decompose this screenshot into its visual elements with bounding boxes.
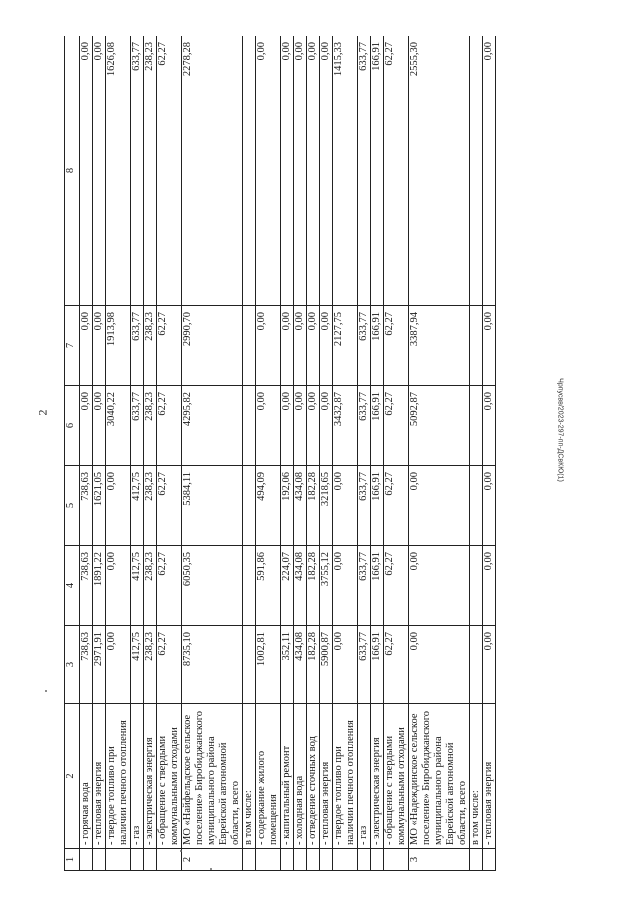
table-row	[384, 36, 409, 871]
value-cell: 0,00	[281, 36, 294, 306]
row-label-cell: в том числе:	[470, 704, 483, 849]
value-cell: 62,27	[157, 466, 182, 546]
tariff-table	[64, 36, 496, 871]
value-cell: 633,77	[358, 626, 371, 704]
value-cell: 2971,91	[93, 626, 106, 704]
value-cell: 2555,30	[409, 36, 470, 306]
value-cell: 3218,65	[320, 466, 333, 546]
value-cell: 0,00	[106, 626, 131, 704]
value-cell: 182,28	[307, 546, 320, 626]
value-cell: 1891,22	[93, 546, 106, 626]
value-cell: 0,00	[483, 306, 496, 386]
value-cell: 0,00	[483, 36, 496, 306]
value-cell: 8735,10	[182, 626, 243, 704]
row-number-cell	[144, 849, 157, 871]
row-label-cell: - тепловая энергия	[483, 704, 496, 849]
row-label-cell: - обращение с твердыми коммунальными отходами	[384, 704, 409, 849]
row-number-cell	[320, 849, 333, 871]
row-label-cell: - холодная вода	[294, 704, 307, 849]
value-cell	[243, 386, 256, 466]
value-cell: 2127,75	[333, 306, 358, 386]
row-number-cell	[157, 849, 182, 871]
header-cell: 8	[65, 36, 80, 306]
value-cell: 1415,33	[333, 36, 358, 306]
table-row	[131, 36, 144, 871]
table-row	[243, 36, 256, 871]
value-cell: 633,77	[358, 546, 371, 626]
table-row	[80, 36, 93, 871]
row-label-cell: - электрическая энергия	[144, 704, 157, 849]
value-cell: 0,00	[333, 466, 358, 546]
value-cell: 0,00	[320, 386, 333, 466]
value-cell: 0,00	[93, 36, 106, 306]
value-cell: 0,00	[281, 306, 294, 386]
row-label-cell: - тепловая энергия	[320, 704, 333, 849]
table-row	[470, 36, 483, 871]
value-cell: 62,27	[384, 386, 409, 466]
row-number-cell	[281, 849, 294, 871]
value-cell: 62,27	[384, 546, 409, 626]
table-row	[294, 36, 307, 871]
value-cell	[243, 36, 256, 306]
value-cell: 633,77	[131, 386, 144, 466]
value-cell: 238,23	[144, 546, 157, 626]
row-label-cell: - горячая вода	[80, 704, 93, 849]
value-cell: 4295,82	[182, 386, 243, 466]
table-row	[320, 36, 333, 871]
value-cell: 0,00	[333, 546, 358, 626]
table-row	[409, 36, 470, 871]
value-cell: 412,75	[131, 626, 144, 704]
row-label-cell: МО «Надеждинское сельское поселение» Биробиджанского муниципального района Еврейской автономной области, всего	[409, 704, 470, 849]
value-cell: 0,00	[106, 466, 131, 546]
row-number-cell	[294, 849, 307, 871]
table-row	[371, 36, 384, 871]
value-cell: 2278,28	[182, 36, 243, 306]
value-cell: 434,08	[294, 546, 307, 626]
header-cell: 7	[65, 306, 80, 386]
value-cell: 166,91	[371, 306, 384, 386]
value-cell: 412,75	[131, 466, 144, 546]
value-cell: 238,23	[144, 626, 157, 704]
table-row	[182, 36, 243, 871]
value-cell: 0,00	[307, 306, 320, 386]
value-cell: 633,77	[358, 386, 371, 466]
scan-speck	[180, 850, 182, 852]
value-cell: 494,09	[256, 466, 281, 546]
value-cell	[470, 626, 483, 704]
value-cell: 633,77	[131, 36, 144, 306]
value-cell: 1621,05	[93, 466, 106, 546]
value-cell: 238,23	[144, 466, 157, 546]
table-row	[358, 36, 371, 871]
row-number-cell	[106, 849, 131, 871]
value-cell: 238,23	[144, 386, 157, 466]
value-cell: 0,00	[256, 386, 281, 466]
document-table-region	[64, 36, 610, 871]
value-cell: 5900,87	[320, 626, 333, 704]
value-cell: 166,91	[371, 626, 384, 704]
row-label-cell: в том числе:	[243, 704, 256, 849]
value-cell: 412,75	[131, 546, 144, 626]
row-number-cell	[80, 849, 93, 871]
value-cell	[470, 466, 483, 546]
value-cell: 224,07	[281, 546, 294, 626]
value-cell	[470, 546, 483, 626]
row-number-cell	[131, 849, 144, 871]
value-cell: 0,00	[106, 546, 131, 626]
value-cell: 0,00	[294, 386, 307, 466]
value-cell: 633,77	[358, 466, 371, 546]
value-cell: 434,08	[294, 626, 307, 704]
value-cell: 0,00	[93, 386, 106, 466]
value-cell: 62,27	[384, 466, 409, 546]
value-cell: 62,27	[157, 36, 182, 306]
row-label-cell: - газ	[131, 704, 144, 849]
row-number-cell	[470, 849, 483, 871]
row-label-cell: - газ	[358, 704, 371, 849]
value-cell: 0,00	[307, 36, 320, 306]
value-cell: 633,77	[358, 36, 371, 306]
value-cell	[470, 36, 483, 306]
value-cell: 3432,87	[333, 386, 358, 466]
table-row	[256, 36, 281, 871]
table-row	[93, 36, 106, 871]
value-cell	[243, 546, 256, 626]
value-cell: 3755,12	[320, 546, 333, 626]
row-label-cell: - электрическая энергия	[371, 704, 384, 849]
value-cell: 0,00	[307, 386, 320, 466]
table-row	[307, 36, 320, 871]
table-row	[157, 36, 182, 871]
value-cell: 166,91	[371, 546, 384, 626]
value-cell: 0,00	[80, 306, 93, 386]
row-number-cell	[358, 849, 371, 871]
scan-speck	[210, 868, 212, 870]
value-cell: 166,91	[371, 466, 384, 546]
value-cell: 1626,08	[106, 36, 131, 306]
value-cell: 0,00	[80, 36, 93, 306]
row-number-cell	[243, 849, 256, 871]
value-cell: 3387,94	[409, 306, 470, 386]
header-cell: 6	[65, 386, 80, 466]
value-cell: 738,63	[80, 626, 93, 704]
value-cell: 192,06	[281, 466, 294, 546]
value-cell: 0,00	[333, 626, 358, 704]
row-label-cell: - твердое топливо при наличии печного отопления	[333, 704, 358, 849]
table-header-row	[65, 36, 80, 871]
value-cell: 3040,22	[106, 386, 131, 466]
reference-text: Чрпусвв/2023-297-пп-ДСвКЮ(1)	[556, 378, 564, 482]
value-cell: 62,27	[157, 626, 182, 704]
value-cell: 62,27	[384, 306, 409, 386]
row-label-cell: - капитальный ремонт	[281, 704, 294, 849]
value-cell: 0,00	[409, 546, 470, 626]
value-cell: 0,00	[483, 626, 496, 704]
value-cell: 0,00	[483, 466, 496, 546]
value-cell: 352,11	[281, 626, 294, 704]
value-cell	[243, 626, 256, 704]
row-label-cell: - содержание жилого помещения	[256, 704, 281, 849]
header-cell: 5	[65, 466, 80, 546]
value-cell: 633,77	[358, 306, 371, 386]
value-cell: 238,23	[144, 306, 157, 386]
value-cell: 0,00	[320, 306, 333, 386]
rotated-table-box	[64, 36, 610, 871]
value-cell: 1002,81	[256, 626, 281, 704]
value-cell	[243, 306, 256, 386]
value-cell: 434,08	[294, 466, 307, 546]
row-number-cell	[307, 849, 320, 871]
value-cell: 0,00	[80, 386, 93, 466]
value-cell: 0,00	[256, 306, 281, 386]
value-cell: 166,91	[371, 36, 384, 306]
value-cell: 738,63	[80, 466, 93, 546]
row-number-cell	[333, 849, 358, 871]
value-cell: 0,00	[93, 306, 106, 386]
value-cell: 182,28	[307, 626, 320, 704]
scan-speck	[45, 690, 47, 692]
value-cell: 0,00	[483, 386, 496, 466]
value-cell: 62,27	[384, 36, 409, 306]
value-cell: 0,00	[281, 386, 294, 466]
value-cell: 0,00	[294, 36, 307, 306]
row-number-cell	[384, 849, 409, 871]
value-cell: 5384,11	[182, 466, 243, 546]
table-row	[144, 36, 157, 871]
row-label-cell: - отведение сточных вод	[307, 704, 320, 849]
header-cell: 3	[65, 626, 80, 704]
value-cell: 0,00	[483, 546, 496, 626]
value-cell: 62,27	[157, 386, 182, 466]
row-number-cell: 2	[182, 849, 243, 871]
value-cell: 5092,87	[409, 386, 470, 466]
value-cell: 738,63	[80, 546, 93, 626]
value-cell: 0,00	[320, 36, 333, 306]
table-row	[106, 36, 131, 871]
row-label-cell: - твердое топливо при наличии печного отопления	[106, 704, 131, 849]
value-cell: 0,00	[256, 36, 281, 306]
value-cell: 591,86	[256, 546, 281, 626]
value-cell	[470, 306, 483, 386]
page-number: 2	[35, 409, 50, 416]
value-cell: 0,00	[409, 466, 470, 546]
value-cell: 2990,70	[182, 306, 243, 386]
row-number-cell	[483, 849, 496, 871]
value-cell: 633,77	[131, 306, 144, 386]
value-cell	[243, 466, 256, 546]
header-cell: 2	[65, 704, 80, 849]
value-cell: 0,00	[294, 306, 307, 386]
table-row	[483, 36, 496, 871]
value-cell: 62,27	[157, 306, 182, 386]
row-label-cell: МО «Найфельдское сельское поселение» Биробиджанского муниципального района Еврейской автономной области, всего	[182, 704, 243, 849]
value-cell: 62,27	[384, 626, 409, 704]
table-row	[281, 36, 294, 871]
row-number-cell	[93, 849, 106, 871]
row-number-cell: 3	[409, 849, 470, 871]
header-cell: 1	[65, 849, 80, 871]
row-label-cell: - тепловая энергия	[93, 704, 106, 849]
value-cell: 62,27	[157, 546, 182, 626]
value-cell: 1913,98	[106, 306, 131, 386]
header-cell: 4	[65, 546, 80, 626]
value-cell: 182,28	[307, 466, 320, 546]
row-label-cell: - обращение с твердыми коммунальными отходами	[157, 704, 182, 849]
table-row	[333, 36, 358, 871]
value-cell: 238,23	[144, 36, 157, 306]
value-cell: 0,00	[409, 626, 470, 704]
row-number-cell	[371, 849, 384, 871]
value-cell: 166,91	[371, 386, 384, 466]
row-number-cell	[256, 849, 281, 871]
value-cell: 6050,35	[182, 546, 243, 626]
value-cell	[470, 386, 483, 466]
